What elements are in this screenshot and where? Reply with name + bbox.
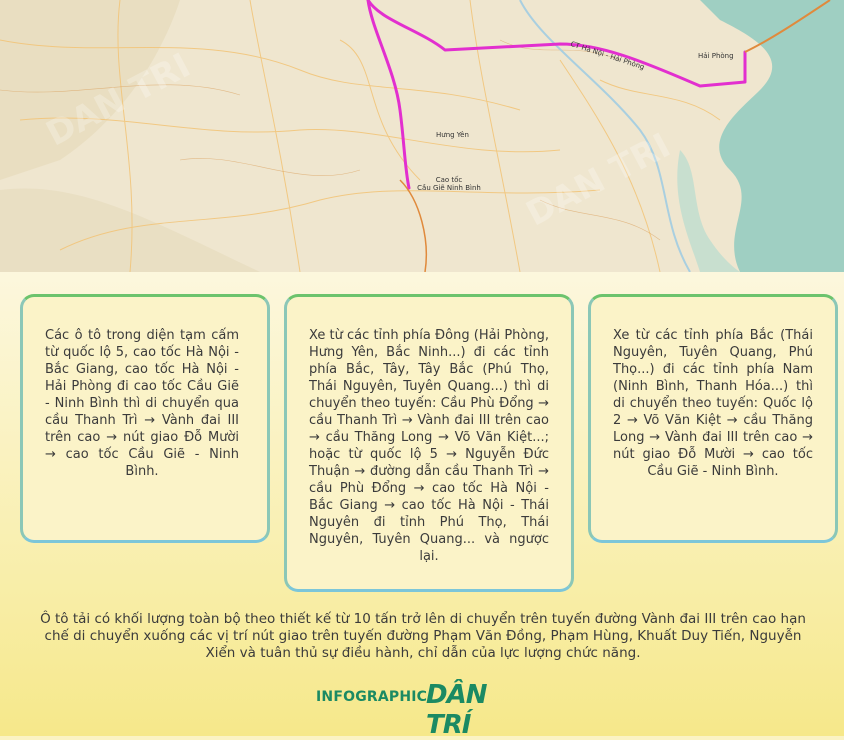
brand-label: INFOGRAPHIC [316,689,428,705]
info-card-1-text: Các ô tô trong diện tạm cấm từ quốc lộ 5, cao tốc Hà Nội - Bắc Giang, cao tốc Hà Nội - Hải Phòng đi cao tốc Cầu Giẽ - Ninh Bình thì di chuyển qua cầu Thanh Trì → Vành đai III trên cao → nút giao Đỗ Mười → cao tốc Cầu Giẽ - Ninh Bình. [45,328,239,479]
brand-footer [316,680,532,740]
info-card-3-text: Xe từ các tỉnh phía Bắc (Thái Nguyên, Tuyên Quang, Phú Thọ...) đi các tỉnh phía Nam (Ninh Bình, Thanh Hóa...) thì di chuyển theo tuyến: Quốc lộ 2 → Võ Văn Kiệt → cầu Thăng Long → Vành đai III trên cao → nút giao Đỗ Mười → cao tốc Cầu Giẽ - Ninh Bình. [613,328,813,479]
info-card-3 [588,294,838,543]
info-card-2-text: Xe từ các tỉnh phía Đông (Hải Phòng, Hưng Yên, Bắc Ninh...) đi các tỉnh phía Bắc, Tây, Tây Bắc (Phú Thọ, Thái Nguyên, Tuyên Quang...) thì di chuyển theo tuyến: Cầu Phù Đổng → cầu Thanh Trì → Vành đai III trên cao → cầu Thăng Long → Võ Văn Kiệt...; hoặc từ quốc lộ 5 → Nguyễn Đức Thuận → đường dẫn cầu Thanh Trì → cầu Phù Đổng → cao tốc Hà Nội - Bắc Giang → cao tốc Hà Nội - Thái Nguyên đi tỉnh Phú Thọ, Thái Nguyên, Tuyên Quang... và ngược lại. [309,328,549,564]
place-label-expressway [414,176,484,192]
expressway-label-line1: Cao tốc [435,176,463,184]
route-label: CT Hà Nội - Hải Phòng [569,40,646,72]
place-label-hai-phong: Hải Phòng [698,52,734,60]
place-label-hung-yen: Hưng Yên [436,131,469,139]
watermark: DAN TRI [519,125,678,235]
route-map [0,0,844,272]
expressway-label-line2: Cầu Giẽ Ninh Bình [417,184,481,192]
info-card-1 [20,294,270,543]
dantri-logo: DÂN TRÍ [426,680,487,740]
truck-restriction-note: Ô tô tải có khối lượng toàn bộ theo thiết kế từ 10 tấn trở lên di chuyển trên tuyến đường Vành đai III trên cao hạn chế di chuyển xuống các vị trí nút giao trên tuyến đường Phạm Văn Đồng, Phạm Hùng, Khuất Duy Tiến, Nguyễn Xiển và tuân thủ sự điều hành, chỉ dẫn của lực lượng chức năng. [40,611,806,661]
map-canvas [0,0,844,272]
info-card-2 [284,294,574,592]
watermark: DAN TRI [39,45,198,155]
